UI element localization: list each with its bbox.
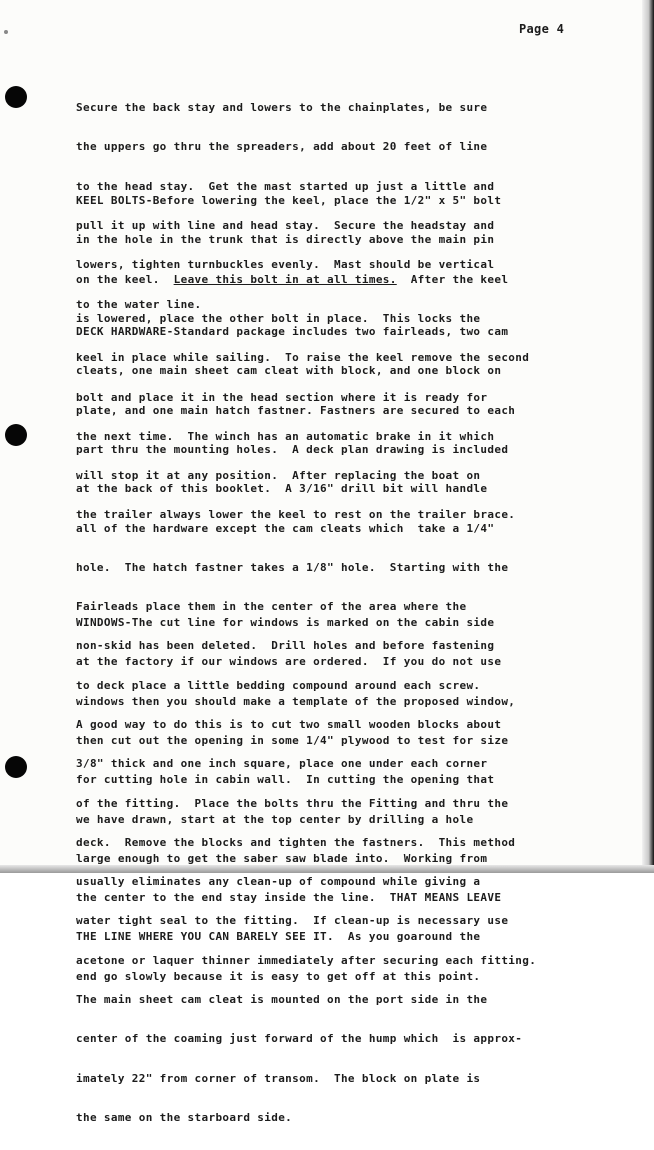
text-line: the trailer always lower the keel to rest on the trailer brace. (76, 508, 516, 522)
page-number: Page 4 (519, 22, 565, 36)
text-line: hole. The hatch fastner takes a 1/8" hole. Starting with the (76, 560, 509, 574)
text-line: cleats, one main sheet cam cleat with block, and one block on (76, 364, 502, 378)
text-line: large enough to get the saber saw blade into. Working from (76, 851, 488, 865)
text-line: imately 22" from corner of transom. The block on plate is (76, 1071, 481, 1085)
text-line: pull it up with line and head stay. Secure the headstay and (76, 219, 495, 233)
text-line: all of the hardware except the cam cleats which take a 1/4" (76, 521, 495, 535)
text-line: for cutting hole in cabin wall. In cutting the opening that (76, 773, 495, 787)
text-line: DECK HARDWARE-Standard package includes two fairleads, two cam (76, 325, 509, 339)
text-line: non-skid has been deleted. Drill holes and before fastening (76, 639, 495, 653)
paragraph-windows (76, 590, 616, 1009)
text-line-start: on the keel. (76, 272, 174, 286)
text-line: usually eliminates any clean-up of compound while giving a (76, 875, 481, 889)
text-line: keel in place while sailing. To raise the keel remove the second (76, 351, 530, 365)
text-line: the same on the starboard side. (76, 1110, 293, 1124)
text-line: part thru the mounting holes. A deck plan drawing is included (76, 443, 509, 457)
text-line: deck. Remove the blocks and tighten the fastners. This method (76, 835, 516, 849)
text-line: to deck place a little bedding compound around each screw. (76, 678, 481, 692)
text-line: WINDOWS-The cut line for windows is marked on the cabin side (76, 616, 495, 630)
text-line: the center to the end stay inside the line. THAT MEANS LEAVE (76, 891, 502, 905)
text-line: at the back of this booklet. A 3/16" drill bit will handle (76, 482, 488, 496)
text-line: THE LINE WHERE YOU CAN BARELY SEE IT. As you goaround the (76, 930, 481, 944)
text-line (76, 273, 616, 286)
text-line: windows then you should make a template of the proposed window, (76, 694, 516, 708)
text-line: to the head stay. Get the mast started up just a little and (76, 179, 495, 193)
text-line-end: After the keel (396, 272, 509, 286)
text-line: bolt and place it in the head section where it is ready for (76, 390, 488, 404)
text-line: water tight seal to the fitting. If clean-up is necessary use (76, 914, 509, 928)
text-line: 3/8" thick and one inch square, place one under each corner (76, 757, 488, 771)
scan-edge-right (642, 0, 654, 873)
text-line: Fairleads place them in the center of the area where the (76, 600, 467, 614)
text-line: lowers, tighten turnbuckles evenly. Mast should be vertical (76, 258, 495, 272)
scan-speck (4, 30, 8, 34)
text-line: acetone or laquer thinner immediately after securing each fitting. (76, 953, 537, 967)
text-line: of the fitting. Place the bolts thru the Fitting and thru the (76, 796, 509, 810)
text-line: the uppers go thru the spreaders, add about 20 feet of line (76, 140, 488, 154)
text-line: to the water line. (76, 297, 202, 311)
text-line: KEEL BOLTS-Before lowering the keel, place the 1/2" x 5" bolt (76, 194, 502, 208)
text-line: A good way to do this is to cut two small wooden blocks about (76, 718, 502, 731)
binder-hole-middle (5, 424, 27, 446)
text-line: Secure the back stay and lowers to the chainplates, be sure (76, 101, 488, 115)
text-line: we have drawn, start at the top center by drilling a hole (76, 812, 474, 826)
text-line: is lowered, place the other bolt in place. This locks the (76, 312, 481, 326)
text-line: at the factory if our windows are ordered. If you do not use (76, 655, 502, 669)
text-line: will stop it at any position. After replacing the boat on (76, 469, 481, 483)
text-line: then cut out the opening in some 1/4" plywood to test for size (76, 734, 509, 748)
binder-hole-bottom (5, 756, 27, 778)
text-line: the next time. The winch has an automatic brake in it which (76, 429, 495, 443)
text-line: end go slowly because it is easy to get off at this point. (76, 969, 481, 983)
text-line: in the hole in the trunk that is directly above the main pin (76, 233, 495, 247)
underlined-warning: Leave this bolt in at all times. (173, 272, 397, 286)
text-line: plate, and one main hatch fastner. Fastners are secured to each (76, 403, 516, 417)
text-line: The main sheet cam cleat is mounted on the port side in the (76, 992, 488, 1006)
binder-hole-top (5, 86, 27, 108)
text-line: center of the coaming just forward of the hump which is approx- (76, 1032, 523, 1046)
